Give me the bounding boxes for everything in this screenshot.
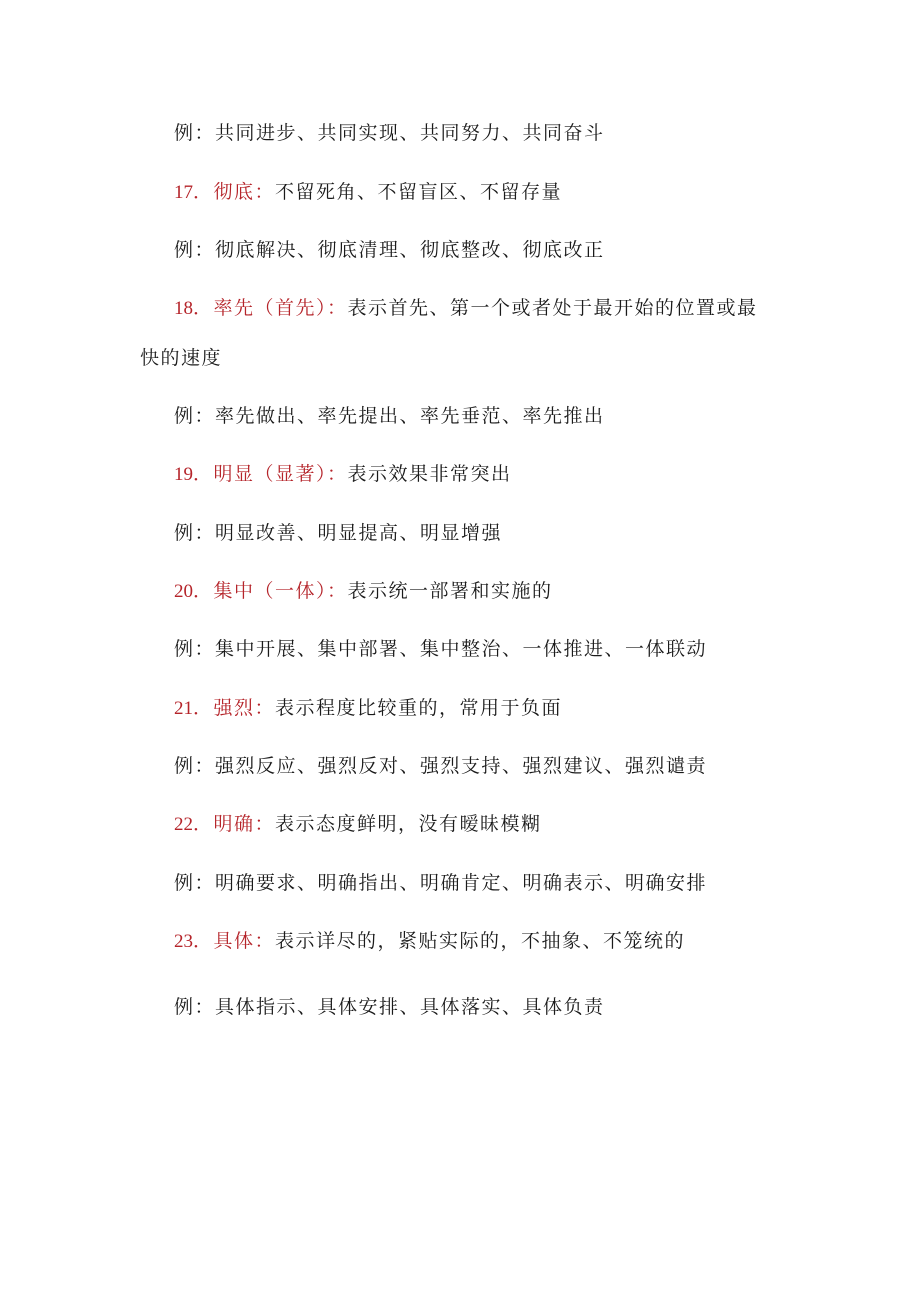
- entry-definition: 表示效果非常突出: [347, 463, 512, 485]
- example-line: [174, 521, 502, 545]
- entry-definition: 表示态度鲜明，没有暧昧模糊: [275, 813, 542, 835]
- entry-number: 23: [174, 931, 193, 952]
- example-line: [174, 637, 707, 661]
- example-text: 例：强烈反应、强烈反对、强烈支持、强烈建议、强烈谴责: [174, 755, 708, 777]
- entry-term: ．率先（首先）：: [193, 297, 348, 319]
- entry-continuation-18: [140, 346, 222, 370]
- entry-term: ．彻底：: [193, 181, 276, 203]
- entry-definition: 表示程度比较重的，常用于负面: [275, 697, 563, 719]
- entry-term: ．集中（一体）：: [193, 580, 348, 602]
- example-line: [174, 238, 605, 262]
- entry-line-18: [174, 296, 758, 321]
- entry-definition-continuation: 快的速度: [140, 347, 223, 369]
- entry-line-17: [174, 180, 562, 205]
- entry-term: ．明显（显著）：: [193, 463, 348, 485]
- entry-line-21: [174, 696, 562, 721]
- entry-number: 22: [174, 814, 193, 835]
- entry-line-19: [174, 462, 512, 487]
- example-line: [174, 404, 605, 428]
- entry-line-23: [174, 929, 685, 954]
- entry-number: 18: [174, 298, 193, 319]
- example-text: 例：明确要求、明确指出、明确肯定、明确表示、明确安排: [174, 872, 708, 894]
- entry-number: 19: [174, 464, 193, 485]
- entry-definition: 表示统一部署和实施的: [347, 580, 553, 602]
- example-text: 例：明显改善、明显提高、明显增强: [174, 522, 503, 544]
- example-line: [174, 121, 605, 145]
- entry-term: ．具体：: [193, 930, 276, 952]
- entry-definition: 不留死角、不留盲区、不留存量: [275, 181, 563, 203]
- example-line: [174, 871, 707, 895]
- example-text: 例：彻底解决、彻底清理、彻底整改、彻底改正: [174, 239, 605, 261]
- example-text: 例：集中开展、集中部署、集中整治、一体推进、一体联动: [174, 638, 708, 660]
- entry-definition: 表示详尽的，紧贴实际的，不抽象、不笼统的: [275, 930, 686, 952]
- entry-number: 20: [174, 581, 193, 602]
- example-line: [174, 995, 605, 1019]
- entry-term: ．明确：: [193, 813, 276, 835]
- example-text: 例：具体指示、具体安排、具体落实、具体负责: [174, 996, 605, 1018]
- example-line: [174, 754, 707, 778]
- entry-number: 17: [174, 182, 193, 203]
- entry-number: 21: [174, 698, 193, 719]
- example-text: 例：共同进步、共同实现、共同努力、共同奋斗: [174, 122, 605, 144]
- entry-term: ．强烈：: [193, 697, 276, 719]
- entry-definition: 表示首先、第一个或者处于最开始的位置或最: [347, 297, 758, 319]
- example-text: 例：率先做出、率先提出、率先垂范、率先推出: [174, 405, 605, 427]
- entry-line-22: [174, 812, 542, 837]
- entry-line-20: [174, 579, 553, 604]
